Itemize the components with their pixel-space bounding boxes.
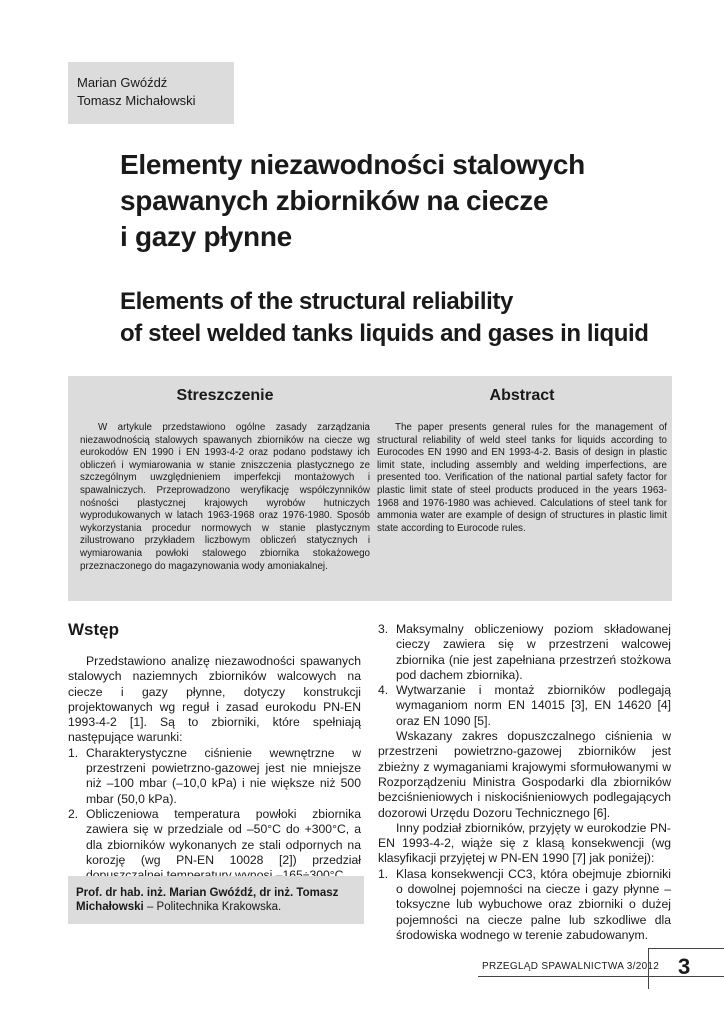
abstract-pl: [80, 376, 370, 573]
list-item: [378, 622, 671, 683]
body-paragraph: Inny podział zbiorników, przyjęty w eurokodzie PN-EN 1993-4-2, wiąże się z klasą konsekwencji (wg klasyfikacji przyjętej w PN-EN 1990 [7] jak poniżej):: [378, 820, 671, 866]
list-text: Maksymalny obliczeniowy poziom składowanej cieczy zawiera się w przestrzeni walcowej zbiornika (nie jest zapełniana przestrzeń stożkowa pod dachem zbiornika).: [396, 622, 671, 682]
list-item: [68, 746, 361, 807]
list-number: 1.: [378, 866, 389, 881]
list-text: Obliczeniowa temperatura powłoki zbiornika zawiera się w przedziale od –50°C do +300°C, a dla zbiorników wykonanych ze stali odpornych na korozję (wg PN-EN 10028 [2]) przedział: [86, 806, 361, 867]
body-column-left: [68, 620, 361, 883]
list-item: [68, 807, 361, 883]
intro-paragraph: Przedstawiono analizę niezawodności spawanych stalowych naziemnych zbiorników walcowych na ciecze i gazy płynne, dotyczy konstrukcji projektowanych wg reguł i zasad eurokodu PN-EN 1993-4-2 [1]. Są to zbiorniki, które spełniają następujące warunki:: [68, 654, 361, 745]
list-number: 3.: [378, 622, 389, 636]
affiliation-org: – Politechnika Krakowska.: [143, 901, 282, 913]
title-pl-line: Elementy niezawodności stalowych: [120, 149, 585, 180]
list-text: Charakterystyczne ciśnienie wewnętrzne w przestrzeni powietrzno-gazowej jest nie mniejsze niż –100 mbar (–10,0 kPa) i nie większe niż 500 mbar (50,0 kPa).: [86, 745, 361, 806]
body-paragraph: Wskazany zakres dopuszczalnego ciśnienia w przestrzeni powietrzno-gazowej zbiorników jest zbieżny z wymaganiami krajowymi sformułowanymi w Rozporządzeniu Ministra Gospodarki dla zbiorników bezciśnieniowych i niskociśnieniowych podlegających dozorowi Urzędu Dozoru Technicznego [6].: [378, 729, 671, 820]
title-pl-line: i gazy płynne: [120, 221, 292, 252]
abstract-en: [377, 376, 667, 535]
list-number: 2.: [68, 806, 79, 821]
conditions-list-continued: [378, 622, 671, 729]
affiliation-box: [68, 876, 364, 924]
abstract-en-heading: Abstract: [489, 387, 555, 404]
journal-footer: PRZEGLĄD SPAWALNICTWA 3/2012: [482, 961, 660, 972]
list-number: 4.: [378, 683, 389, 698]
list-item: [378, 683, 671, 729]
author-name: Tomasz Michałowski: [77, 93, 196, 108]
author-name: Marian Gwóźdź: [77, 75, 168, 90]
abstract-box: [68, 376, 672, 601]
abstract-en-text: The paper presents general rules for the management of structural reliability of weld steel tanks for liquids according to Eurocodes EN 1990 and EN 1993-4-2. Basis of design in plastic limit state, including assembly and welding imperfections, are presented too. Verification of the national partial safety factor for plastic limit state of steel products produced in the years 1963-1968 and 1976-1980 was achieved. Calculations of steel tank for ammonia water are example of design of structures in plastic limit state according to Eurocode rules.: [377, 422, 667, 534]
affiliation-names: Prof. dr hab. inż. Marian Gwóźdź, dr inż. Tomasz Michałowski: [76, 887, 339, 913]
list-text: Klasa konsekwencji CC3, która obejmuje zbiorniki o dowolnej pojemności na ciecze i gazy płynne – toksyczne lub wybuchowe oraz zbiorniki o dużej pojemności na ciecze palne lub szkodliwe dla środowiska wodnego w terenie zabudowanym.: [396, 866, 671, 942]
affiliation-text: [76, 886, 356, 914]
authors-box: [68, 62, 234, 124]
list-text: Wytwarzanie i montaż zbiorników podlegają wymaganiom norm EN 14015 [3], EN 14620 [4] oraz EN 1090 [5].: [396, 683, 671, 728]
title-en-line: Elements of the structural reliability: [120, 288, 513, 315]
abstract-pl-text: W artykule przedstawiono ogólne zasady zarządzania niezawodnością stalowych spawanych zbiorników na ciecze wg eurokodów EN 1990 i EN 1993-4-2 oraz podano podstawy ich obliczeń i wymiarowania w stanie zniszczenia plastycznego ze szczególnym uwzględnieniem imperfekcji montażowych i spawalniczych. Przeprowadzono weryfikację współczynników nośności plastycznej krajowych wyrobów hutniczych wyprodukowanych w latach 1963-1968 oraz 1976-1980. Sposób wykorzystania procedur normowych w stanie plastycznym zilustrowano przykładem liczbowym obliczeń statycznych i wymiarowania powłoki stalowego zbiornika stokażowego przeznaczonego do magazynowania wody amoniakalnej.: [80, 422, 370, 572]
page-number: 3: [678, 954, 691, 979]
list-item: [378, 867, 671, 943]
section-heading: Wstęp: [68, 620, 119, 639]
abstract-pl-heading: Streszczenie: [176, 387, 274, 404]
title-pl-line: spawanych zbiorników na ciecze: [120, 185, 549, 216]
consequence-class-list: [378, 867, 671, 943]
body-column-right: [378, 622, 671, 943]
list-number: 1.: [68, 745, 79, 760]
conditions-list: [68, 746, 361, 884]
title-en-line: of steel welded tanks liquids and gases in liquid: [120, 320, 649, 347]
